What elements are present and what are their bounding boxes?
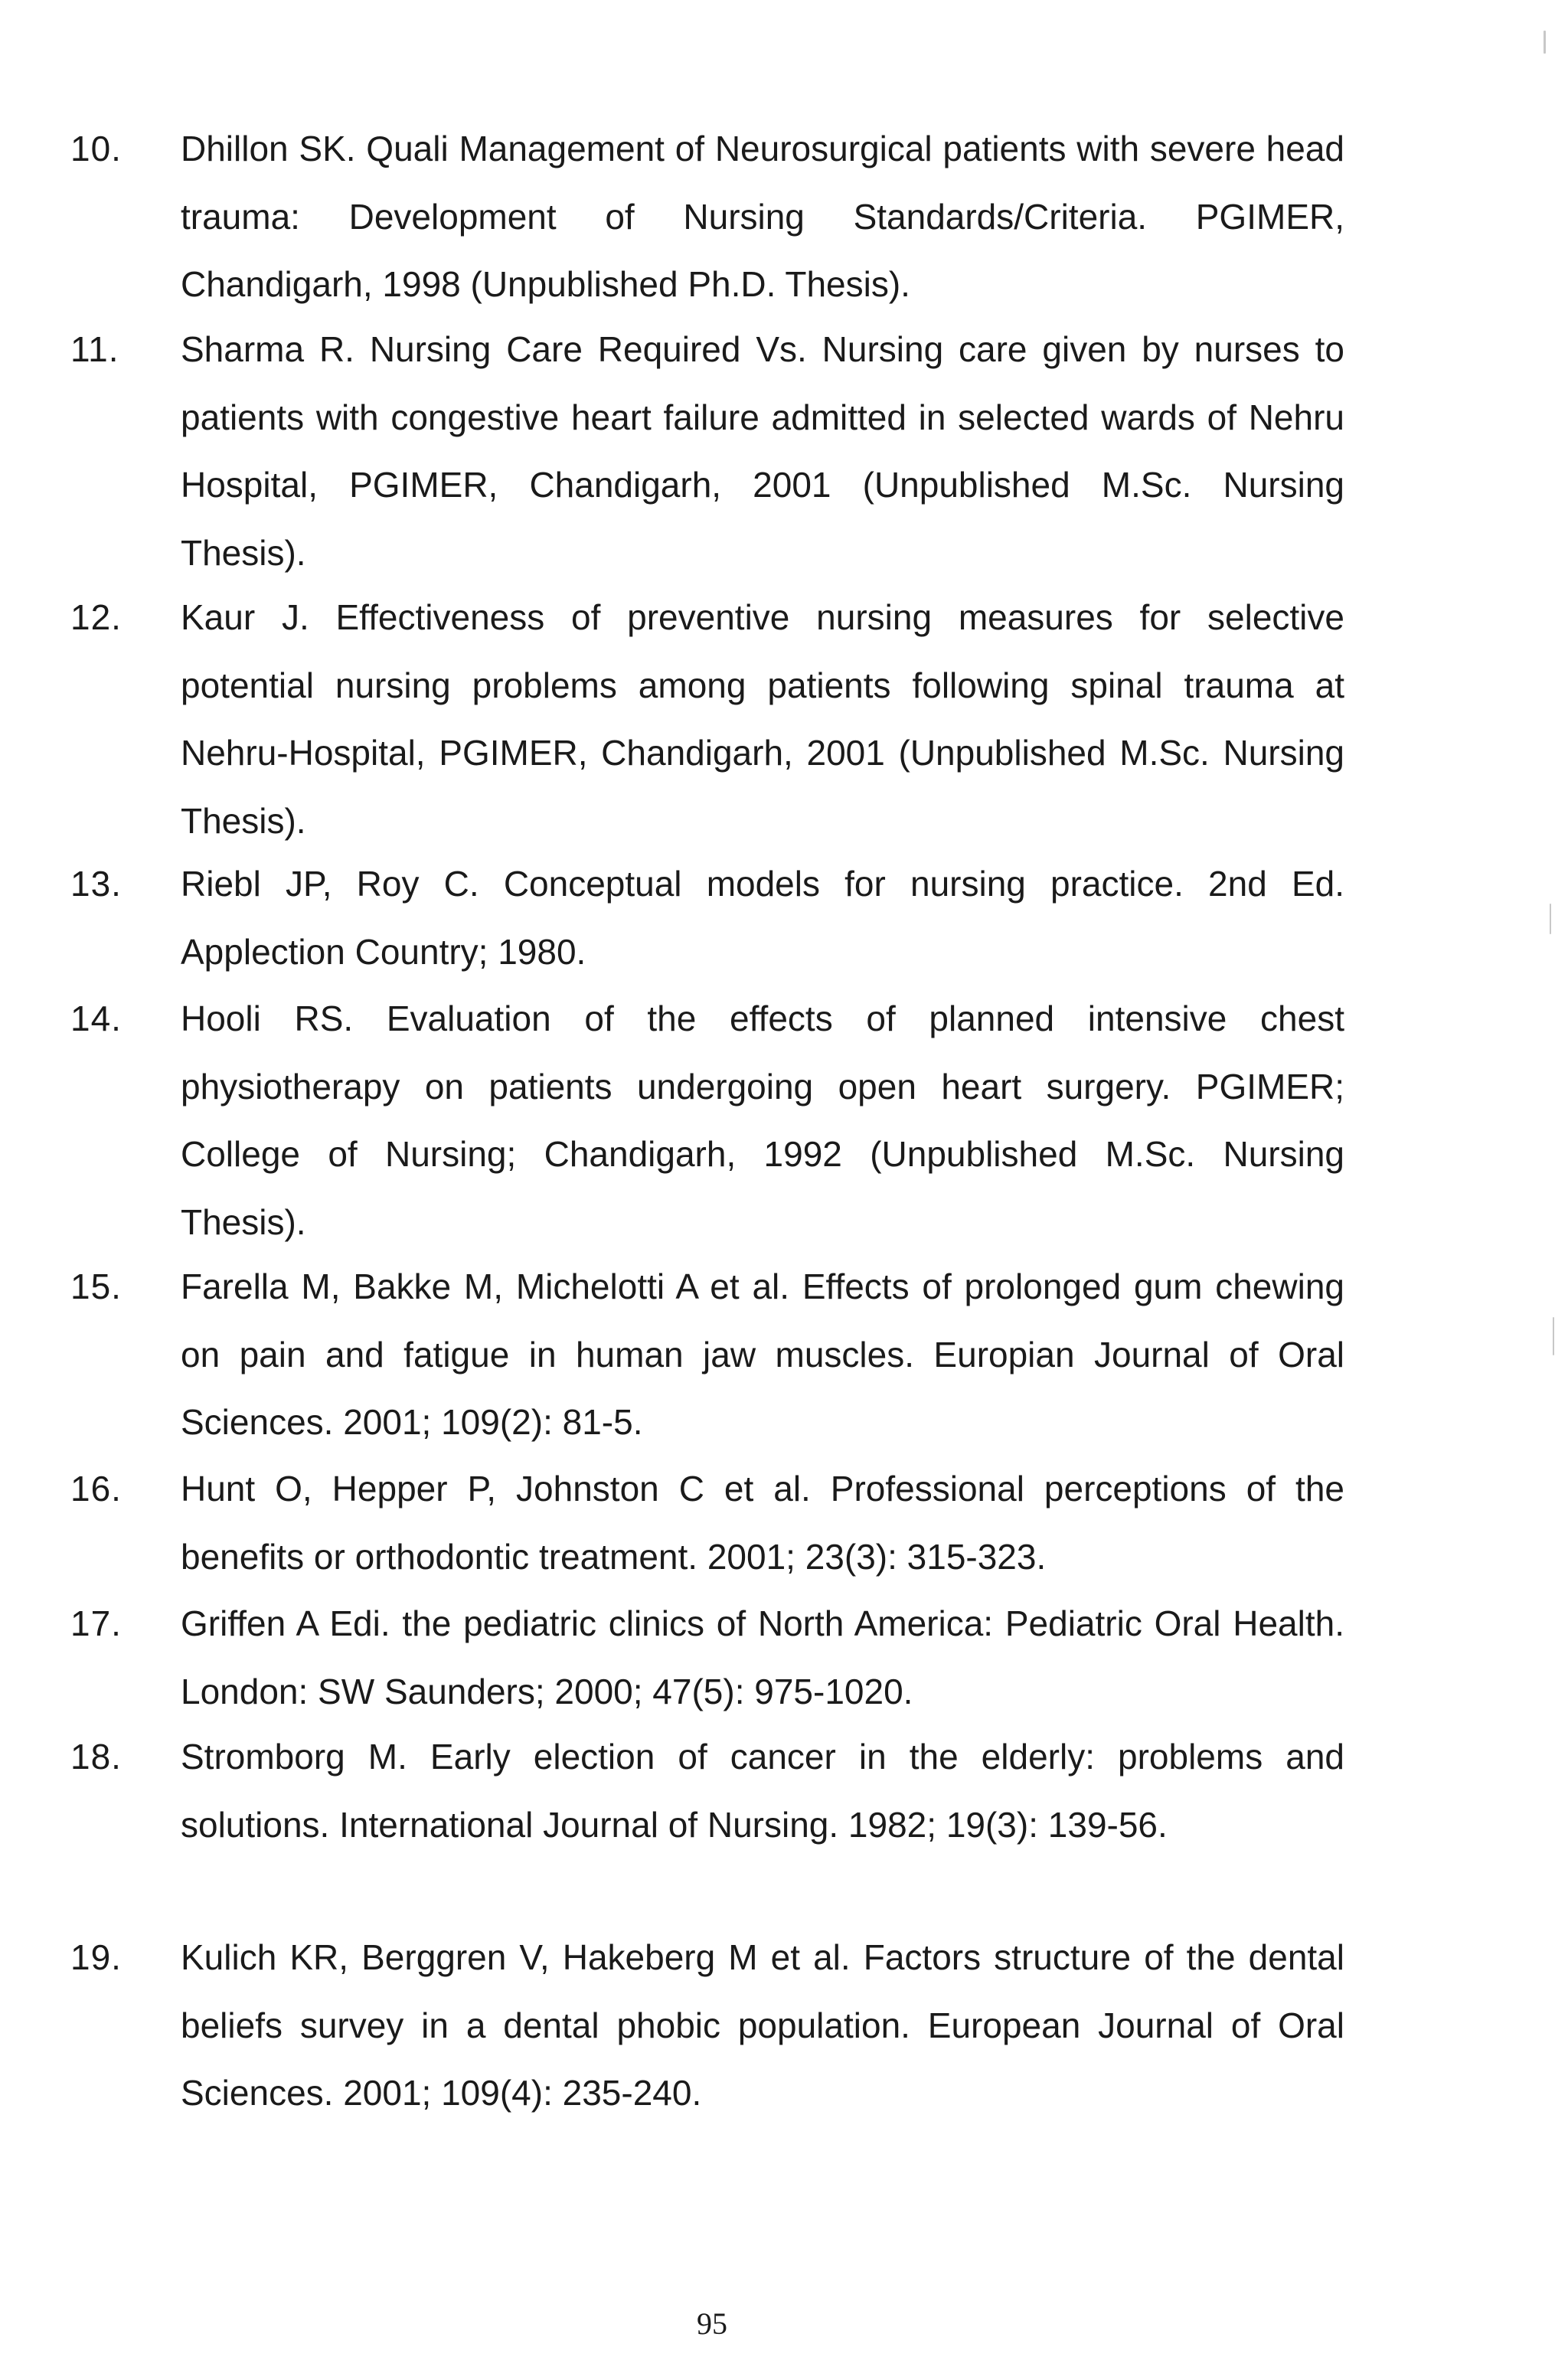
scan-artifact <box>1553 1317 1554 1355</box>
reference-text: Kulich KR, Berggren V, Hakeberg M et al. Factors structure of the dental beliefs survey in a dental phobic population. European Journal of Oral Sciences. 2001; 109(4): 235-240. <box>181 1937 1344 2113</box>
reference-number: 11. <box>70 329 119 369</box>
reference-number: 18. <box>70 1737 122 1777</box>
reference-text: Hunt O, Hepper P, Johnston C et al. Professional perceptions of the benefits or orthodontic treatment. 2001; 23(3): 315-323. <box>181 1469 1344 1577</box>
reference-text: Kaur J. Effectiveness of preventive nursing measures for selective potential nursing problems among patients following spinal trauma at Nehru-Hospital, PGIMER, Chandigarh, 2001 (Unpublished M.Sc. Nursing Thesis). <box>181 597 1344 841</box>
reference-number: 10. <box>70 129 122 168</box>
reference-number: 13. <box>70 864 122 904</box>
reference-number: 14. <box>70 999 122 1038</box>
scan-artifact <box>1544 31 1546 54</box>
reference-number: 19. <box>70 1937 122 1977</box>
reference-text: Stromborg M. Early election of cancer in the elderly: problems and solutions. International Journal of Nursing. 1982; 19(3): 139-56. <box>181 1737 1344 1845</box>
reference-number: 16. <box>70 1469 122 1509</box>
reference-number: 15. <box>70 1267 122 1306</box>
page-number: 95 <box>697 2306 727 2341</box>
reference-text: Sharma R. Nursing Care Required Vs. Nursing care given by nurses to patients with congestive heart failure admitted in selected wards of Nehru Hospital, PGIMER, Chandigarh, 2001 (Unpublished M.Sc. Nursing Thesis). <box>181 329 1344 573</box>
reference-number: 12. <box>70 597 122 637</box>
reference-text: Dhillon SK. Quali Management of Neurosurgical patients with severe head trauma: Development of Nursing Standards/Criteria. PGIMER, Chandigarh, 1998 (Unpublished Ph.D. Thesis). <box>181 129 1344 304</box>
reference-text: Farella M, Bakke M, Michelotti A et al. Effects of prolonged gum chewing on pain and fatigue in human jaw muscles. Europian Journal of Oral Sciences. 2001; 109(2): 81-5. <box>181 1267 1344 1442</box>
reference-text: Griffen A Edi. the pediatric clinics of North America: Pediatric Oral Health. London: SW Saunders; 2000; 47(5): 975-1020. <box>181 1603 1344 1711</box>
reference-text: Riebl JP, Roy C. Conceptual models for nursing practice. 2nd Ed. Applection Country; 1980. <box>181 864 1344 972</box>
reference-text: Hooli RS. Evaluation of the effects of planned intensive chest physiotherapy on patients undergoing open heart surgery. PGIMER; College of Nursing; Chandigarh, 1992 (Unpublished M.Sc. Nursing Thesis). <box>181 999 1344 1242</box>
scan-artifact <box>1550 904 1551 934</box>
reference-number: 17. <box>70 1603 122 1643</box>
